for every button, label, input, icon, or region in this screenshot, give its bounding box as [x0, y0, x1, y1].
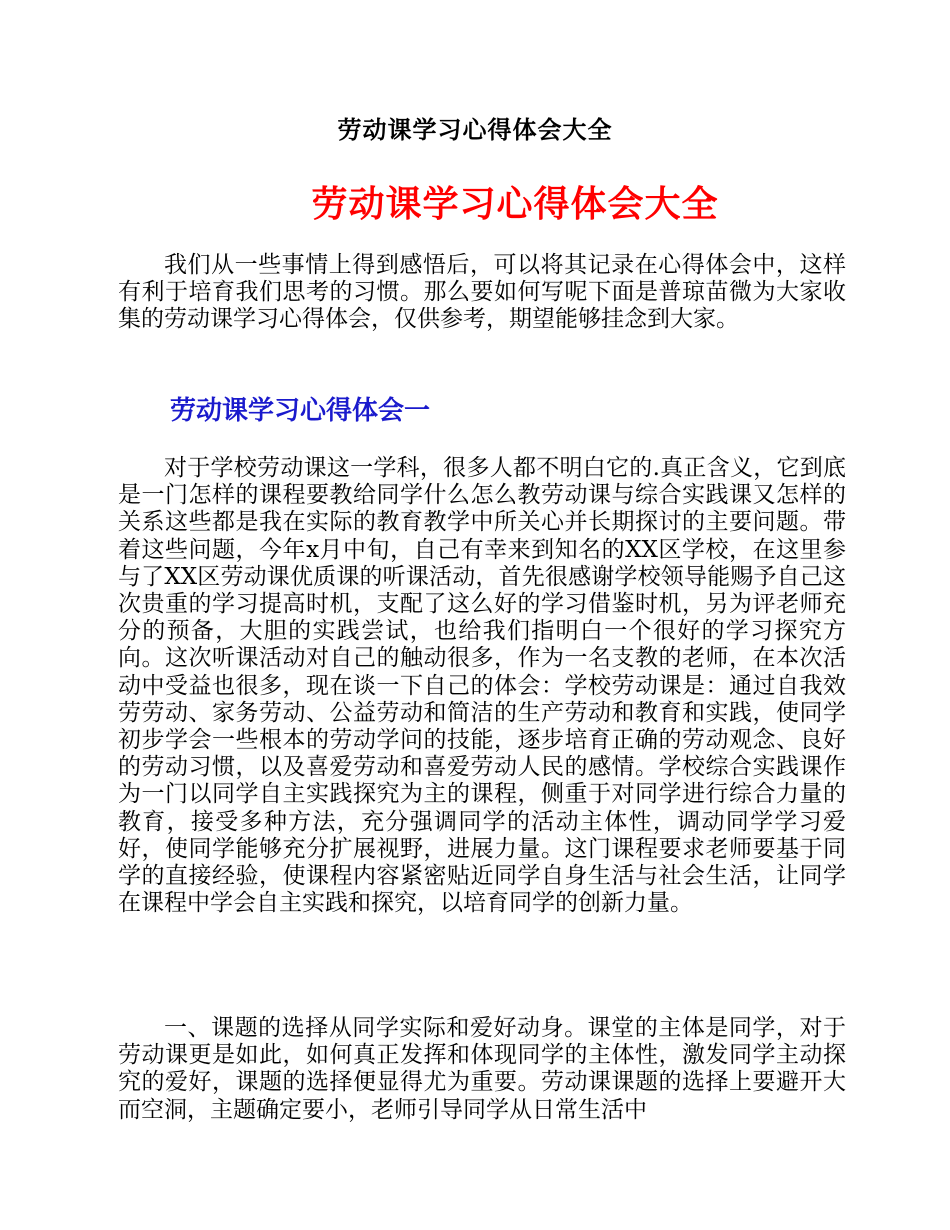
body-paragraph-2: 一、课题的选择从同学实际和爱好动身。课堂的主体是同学，对于劳动课更是如此，如何真正发挥和体现同学的主体性，激发同学主动探究的爱好，课题的选择便显得尤为重要。劳动课课题的选择上要避开大而空洞，主题确定要小，老师引导同学从日常生活中 [118, 1015, 846, 1123]
section-heading: 劳动课学习心得体会一 [170, 396, 431, 426]
main-title: 劳动课学习心得体会大全 [311, 183, 719, 225]
intro-paragraph: 我们从一些事情上得到感悟后，可以将其记录在心得体会中，这样有利于培育我们思考的习惯。那么要如何写呢下面是普琼苗微为大家收集的劳动课学习心得体会，仅供参考，期望能够挂念到大家。 [118, 252, 846, 333]
body-paragraph-1: 对于学校劳动课这一学科，很多人都不明白它的.真正含义，它到底是一门怎样的课程要教给同学什么怎么教劳动课与综合实践课又怎样的关系这些都是我在实际的教育教学中所关心并长期探讨的主要问题。带着这些问题，今年x月中旬，自己有幸来到知名的XX区学校，在这里参与了XX区劳动课优质课的听课活动，首先很感谢学校领导能赐予自己这次贵重的学习提高时机，支配了这么好的学习借鉴时机，另为评老师充分的预备，大胆的实践尝试，也给我们指明白一个很好的学习探究方向。这次听课活动对自己的触动很多，作为一名支教的老师，在本次活动中受益也很多，现在谈一下自己的体会：学校劳动课是：通过自我效劳劳动、家务劳动、公益劳动和简洁的生产劳动和教育和实践，使同学初步学会一些根本的劳动学问的技能，逐步培育正确的劳动观念、良好的劳动习惯，以及喜爱劳动和喜爱劳动人民的感情。学校综合实践课作为一门以同学自主实践探究为主的课程，侧重于对同学进行综合力量的教育，接受多种方法，充分强调同学的活动主体性，调动同学学习爱好，使同学能够充分扩展视野，进展力量。这门课程要求老师要基于同学的直接经验，使课程内容紧密贴近同学自身生活与社会生活，让同学在课程中学会自主实践和探究，以培育同学的创新力量。 [118, 455, 846, 917]
document-title: 劳动课学习心得体会大全 [337, 115, 613, 144]
